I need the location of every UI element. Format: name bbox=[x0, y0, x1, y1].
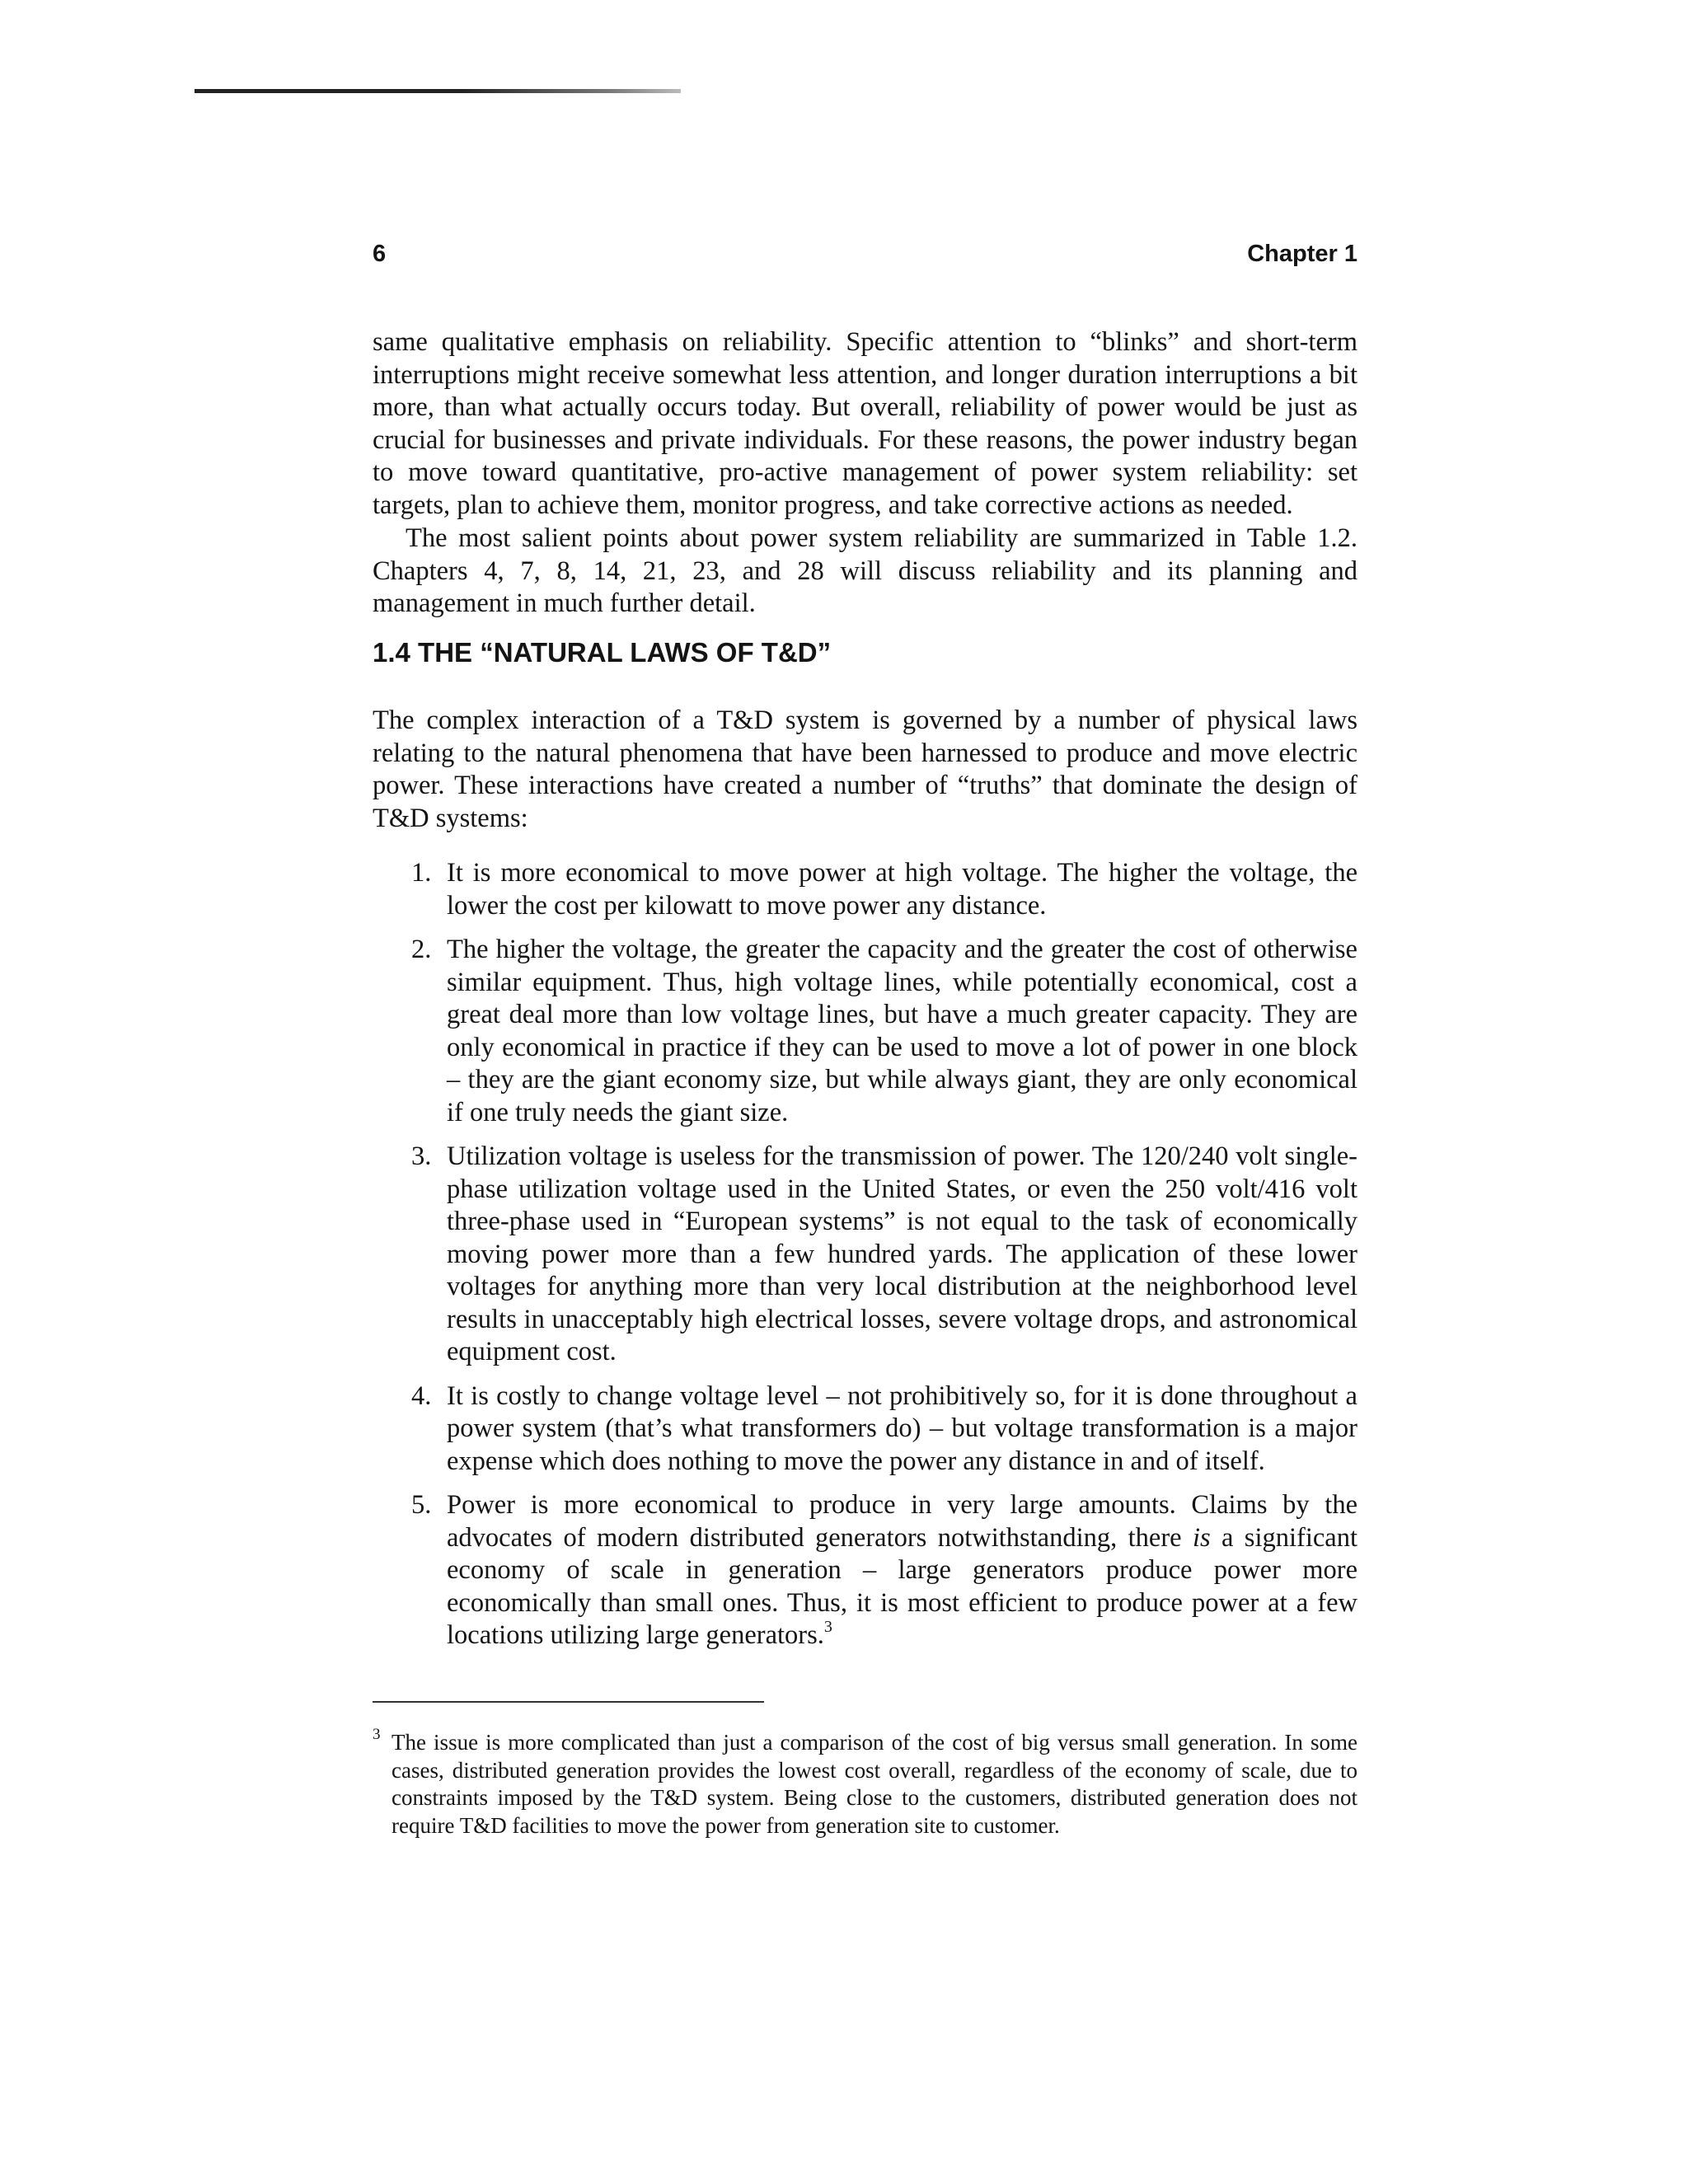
footnote-rule bbox=[373, 1701, 764, 1703]
emphasis-text: is bbox=[1192, 1522, 1211, 1553]
footnote: The issue is more complicated than just a comparison of the cost of big versus small generation. In some cases, distributed generation provides the lowest cost overall, regardless of the economy of scale, due to constraints imposed by the T&D system. Being close to the customers, distributed generation does not require T&D facilities to move the power from generation site to customer. bbox=[392, 1730, 1357, 1838]
list-number: 5. bbox=[411, 1490, 432, 1520]
top-rule bbox=[195, 89, 681, 93]
page-number: 6 bbox=[373, 241, 387, 267]
list-item-text bbox=[447, 1490, 1357, 1650]
text-segment: a significant economy of scale in generation – large generators produce power more economically than small ones. Thus, it is most efficient to produce power at a few locations utilizing large generators. bbox=[447, 1522, 1357, 1650]
list-item bbox=[373, 1489, 1357, 1652]
list-item bbox=[373, 1141, 1357, 1369]
paragraph: The complex interaction of a T&D system is governed by a number of physical laws relating to the natural phenomena that have been harnessed to produce and move electric power. These interactions have created a number of “truths” that dominate the design of T&D systems: bbox=[373, 705, 1357, 833]
list-item-text: It is more economical to move power at high voltage. The higher the voltage, the lower the cost per kilowatt to move power any distance. bbox=[447, 858, 1357, 921]
list-number: 3. bbox=[411, 1141, 432, 1171]
section-heading: 1.4 THE “NATURAL LAWS OF T&D” bbox=[373, 637, 832, 668]
running-head: Chapter 1 bbox=[1247, 241, 1357, 267]
list-item-text: Utilization voltage is useless for the transmission of power. The 120/240 volt single-phase utilization voltage used in the United States, or even the 250 volt/416 volt three-phase used in “European systems” is not equal to the task of economically moving power more than a few hundred yards. The application of these lower voltages for anything more than very local distribution at the neighborhood level results in unacceptably high electrical losses, severe voltage drops, and astronomical equipment cost. bbox=[447, 1141, 1357, 1366]
paragraph: same qualitative emphasis on reliability. Specific attention to “blinks” and short-term interruptions might receive somewhat less attention, and longer duration interruptions a bit more, than what actually occurs today. But overall, reliability of power would be just as crucial for businesses and private individuals. For these reasons, the power industry began to move toward quantitative, pro-active management of power system reliability: set targets, plan to achieve them, monitor progress, and take corrective actions as needed. bbox=[373, 327, 1357, 520]
list-item-text: The higher the voltage, the greater the capacity and the greater the cost of otherwise similar equipment. Thus, high voltage lines, while potentially economical, cost a great deal more than low voltage lines, but have a much greater capacity. They are only economical in practice if they can be used to move a lot of power in one block – they are the giant economy size, but while always giant, they are only economical if one truly needs the giant size. bbox=[447, 935, 1357, 1127]
list-number: 2. bbox=[411, 935, 432, 964]
paragraph: The most salient points about power system reliability are summarized in Table 1.2. Chapters 4, 7, 8, 14, 21, 23, and 28 will discuss reliability and its planning and management in much further detail. bbox=[373, 523, 1357, 618]
list-number: 4. bbox=[411, 1380, 432, 1411]
text-segment: Power is more economical to produce in very large amounts. Claims by the advocates of modern distributed generators notwithstanding, there bbox=[447, 1490, 1357, 1553]
list-item-text: It is costly to change voltage level – not prohibitively so, for it is done throughout a power system (that’s what transformers do) – but voltage transformation is a major expense which does nothing to move the power any distance in and of itself. bbox=[447, 1380, 1357, 1476]
footnote-reference[interactable]: 3 bbox=[823, 1618, 832, 1636]
list-item bbox=[373, 857, 1357, 922]
list-number: 1. bbox=[411, 858, 432, 888]
page-header bbox=[373, 241, 1357, 274]
list-item bbox=[373, 934, 1357, 1129]
footnote-mark: 3 bbox=[373, 1726, 381, 1743]
list-item bbox=[373, 1380, 1357, 1479]
natural-laws-list bbox=[373, 857, 1357, 1664]
